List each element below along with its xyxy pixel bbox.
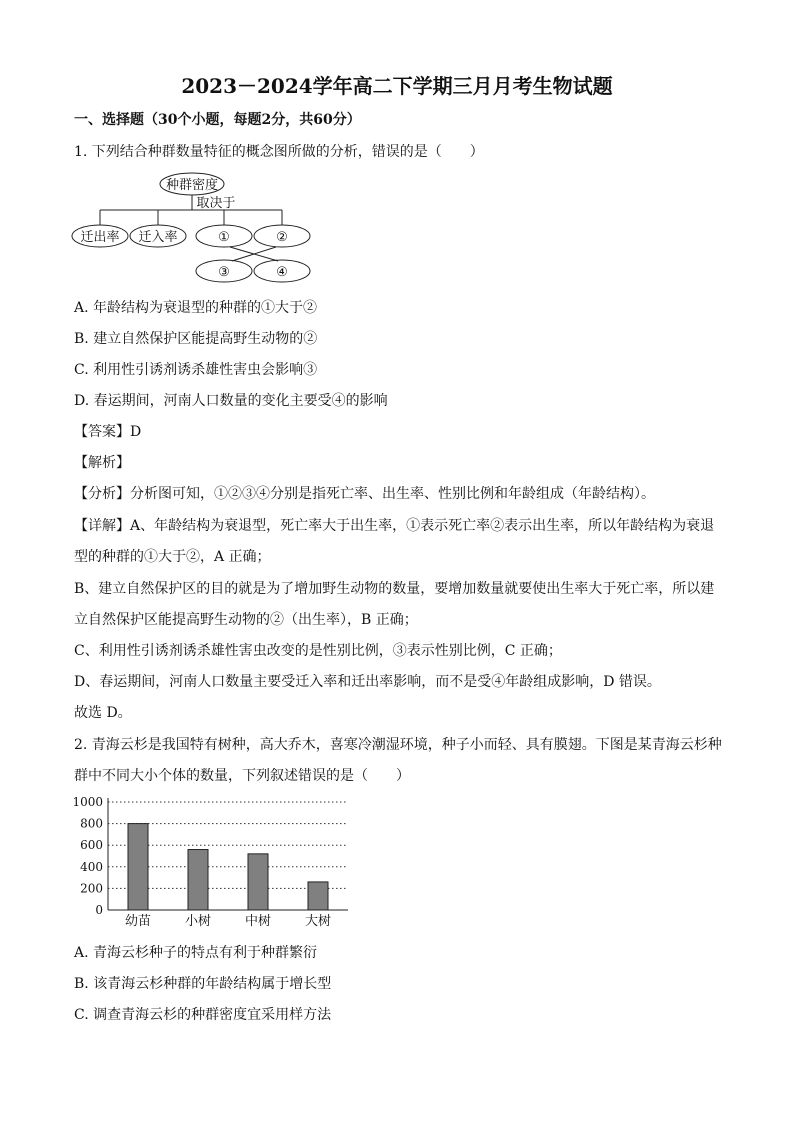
q1-detail-line: 【详解】A、年龄结构为衰退型，死亡率大于出生率，①表示死亡率②表示出生率，所以年龄结构为衰退	[74, 518, 715, 534]
q1-option-a: A. 年龄结构为衰退型的种群的①大于②	[74, 300, 318, 316]
bar-1	[188, 850, 208, 910]
q2-stem-line2: 群中不同大小个体的数量，下列叙述错误的是（ ）	[74, 768, 410, 784]
diagram-node1-label: ①	[218, 230, 230, 245]
q1-option-d: D. 春运期间，河南人口数量的变化主要受④的影响	[74, 393, 388, 409]
q1-detail-line: 立自然保护区能提高野生动物的②（出生率），B 正确；	[74, 612, 418, 628]
q1-analysis-heading: 【解析】	[74, 455, 130, 471]
q1-detail-line: C、利用性引诱剂诱杀雄性害虫改变的是性别比例，③表示性别比例，C 正确；	[74, 643, 562, 659]
y-tick-label: 200	[80, 881, 103, 896]
q2-stem-line1: 2. 青海云杉是我国特有树种，高大乔木，喜寒冷潮湿环境，种子小而轻、具有膜翅。下图是某青海云杉种	[74, 737, 722, 753]
q2-option-a: A. 青海云杉种子的特点有利于种群繁衍	[74, 945, 318, 961]
bar-0	[128, 824, 148, 910]
y-tick-label: 600	[80, 838, 103, 853]
q1-analysis: 【分析】分析图可知，①②③④分别是指死亡率、出生率、性别比例和年龄组成（年龄结构）。	[74, 486, 655, 502]
diagram-node4-label: ④	[276, 265, 288, 280]
y-tick-label: 0	[95, 903, 103, 917]
q1-conclusion: 故选 D。	[74, 705, 132, 721]
q1-detail-line: B、建立自然保护区的目的就是为了增加野生动物的数量，要增加数量就要使出生率大于死亡率，所以建	[74, 581, 715, 597]
bar-3	[308, 882, 328, 910]
diagram-node3-label: ③	[218, 265, 230, 280]
diagram-immigration-label: 迁入率	[138, 230, 178, 245]
diagram-node2-label: ②	[276, 230, 288, 245]
y-tick-label: 400	[80, 859, 103, 874]
x-tick-label: 幼苗	[124, 914, 152, 929]
concept-diagram	[70, 168, 350, 288]
y-tick-label: 1000	[72, 795, 103, 809]
q2-option-b: B. 该青海云杉种群的年龄结构属于增长型	[74, 976, 332, 992]
q2-option-c: C. 调查青海云杉的种群密度宜采用样方法	[74, 1007, 332, 1023]
population-bar-chart	[70, 790, 360, 930]
section-heading: 一、选择题（30个小题，每题2分，共60分）	[74, 112, 361, 128]
q1-stem: 1. 下列结合种群数量特征的概念图所做的分析，错误的是（ ）	[74, 144, 484, 160]
q1-option-b: B. 建立自然保护区能提高野生动物的②	[74, 331, 318, 347]
q1-detail-line: D、春运期间，河南人口数量主要受迁入率和迁出率影响，而不是受④年龄组成影响，D 错误。	[74, 674, 661, 690]
q1-answer: 【答案】D	[74, 424, 142, 440]
diagram-top-label: 种群密度	[165, 178, 219, 193]
x-tick-label: 小树	[184, 914, 212, 929]
diagram-emigration-label: 迁出率	[80, 230, 120, 245]
q1-detail-line: 型的种群的①大于②，A 正确；	[74, 549, 271, 565]
q1-option-c: C. 利用性引诱剂诱杀雄性害虫会影响③	[74, 362, 318, 378]
bar-2	[248, 854, 268, 910]
page-title: 2023－2024学年高二下学期三月月考生物试题	[181, 74, 613, 98]
x-tick-label: 大树	[304, 914, 332, 929]
x-tick-label: 中树	[244, 914, 272, 929]
y-tick-label: 800	[80, 816, 103, 831]
diagram-link-label: 取决于	[196, 196, 236, 211]
